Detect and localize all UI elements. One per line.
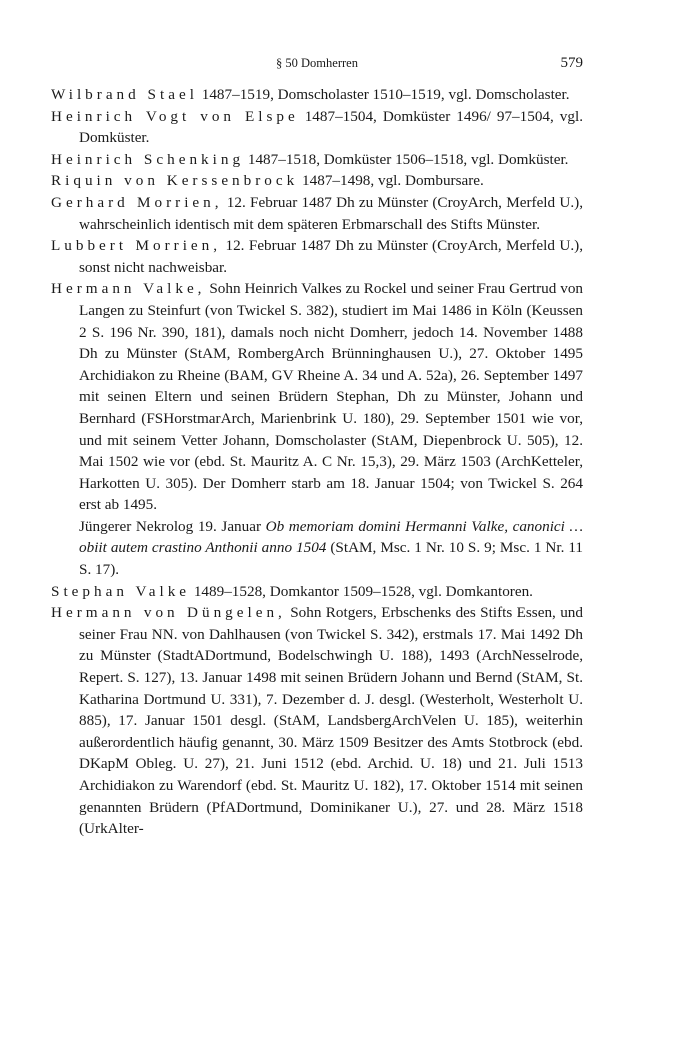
entry-name: Hermann Valke, xyxy=(51,280,206,298)
entry-name: Wilbrand Stael xyxy=(51,86,198,103)
entry-text: 12. Februar 1487 Dh zu Münster (CroyArch, Merfeld U.), sonst nicht nachweisbar. xyxy=(79,237,584,276)
entry-name: Gerhard Morrien, xyxy=(51,193,223,211)
entry-text: 1489–1528, Domkantor 1509–1528, vgl. Domkantoren. xyxy=(190,582,533,600)
entry-lubbert-morrien xyxy=(51,235,583,278)
entry-text: Sohn Rotgers, Erbschenks des Stifts Essen, und seiner Frau NN. von Dahlhausen (von Twickel S. 342), erstmals 17. Mai 1492 Dh zu Münster (StadtADortmund, Bodelschwingh U. 188), 1493 (ArchNesselrode, Repert. S. 127), 13. Januar 1498 mit seinen Brüdern Johann und Bernd (StAM, St. Katharina Dortmund U. 331), 7. Dezember d. J. desgl. (Westerholt, Westerholt U. 885), 17. Januar 1501 desgl. (StAM, LandsbergArchVelen U. 185), weiterhin außerordentlich häufig genannt, 30. März 1509 Besitzer des Amts Stotbrock (ebd. DKapM Obleg. U. 27), 21. Juni 1512 (ebd. Archid. U. 18) und 21. Juli 1513 Archidiakon zu Warendorf (ebd. St. Mauritz U. 182), 17. Oktober 1514 mit seinen genannten Brüdern (PfADortmund, Dominikaner U.), 27. und 28. März 1518 (UrkAlter- xyxy=(79,604,583,838)
entry-name: Riquin von Kerssenbrock xyxy=(51,172,299,190)
entry-name: Stephan Valke xyxy=(51,582,191,600)
entry-hermann-valke xyxy=(51,278,583,580)
entry-text: 1487–1498, vgl. Dombursare. xyxy=(298,172,484,190)
entry-heinrich-schenking xyxy=(51,149,583,171)
entry-wilbrand-stael xyxy=(51,84,583,106)
entry-subparagraph xyxy=(79,516,583,581)
entry-riquin-kerssenbrock xyxy=(51,170,583,192)
running-head xyxy=(51,56,583,76)
entry-heinrich-vogt xyxy=(51,106,583,149)
entry-list xyxy=(51,84,583,840)
sub-text-pre: Jüngerer Nekrolog 19. Januar xyxy=(79,517,266,535)
entry-stephan-valke xyxy=(51,581,583,603)
entry-text: 12. Februar 1487 Dh zu Münster (CroyArch, Merfeld U.), wahrscheinlich identisch mit dem späteren Erbmarschall des Stifts Münster. xyxy=(79,193,583,233)
entry-gerhard-morrien xyxy=(51,192,583,235)
entry-name: Heinrich Vogt von Elspe xyxy=(51,107,299,125)
entry-text: 1487–1518, Domküster 1506–1518, vgl. Domküster. xyxy=(244,150,569,168)
entry-name: Lubbert Morrien, xyxy=(51,237,222,255)
sub-text-italic: Ob memoriam domini Hermanni Valke, canonici … obiit autem crastino Anthonii anno 1504 xyxy=(79,517,583,557)
book-page xyxy=(51,56,583,840)
page-number: 579 xyxy=(560,55,583,71)
running-title: § 50 Domherren xyxy=(276,56,358,70)
entry-text: 1487–1504, Domküster 1496/ 97–1504, vgl. Domküster. xyxy=(79,107,583,147)
sub-text-post: (StAM, Msc. 1 Nr. 10 S. 9; Msc. 1 Nr. 11 S. 17). xyxy=(79,539,583,579)
entry-name: Heinrich Schenking xyxy=(51,150,245,168)
entry-text: 1487–1519, Domscholaster 1510–1519, vgl. Domscholaster. xyxy=(197,86,570,103)
entry-hermann-duengelen xyxy=(51,602,583,840)
entry-name: Hermann von Düngelen, xyxy=(51,604,286,622)
entry-text: Sohn Heinrich Valkes zu Rockel und seiner Frau Gertrud von Langen zu Steinfurt (von Twickel S. 382), studiert im Mai 1486 in Köln (Keussen 2 S. 196 Nr. 390, 181), damals noch nicht Domherr, jedoch 14. November 1488 Dh zu Münster (StAM, RombergArch Brünninghausen U.), 27. Oktober 1495 Archidiakon zu Rheine (BAM, GV Rheine A. 34 und A. 52a), 26. September 1497 mit seinen Eltern und seinen Brüdern Stephan, Dh zu Münster, Johann und Bernhard (FSHorstmarArch, Marienbrink U. 180), 29. September 1501 wie vor, und mit seinem Vetter Johann, Domscholaster (StAM, Diepenbrock U. 505), 12. Mai 1502 wie vor (ebd. St. Mauritz A. C Nr. 15,3), 29. März 1503 (ArchKetteler, Harkotten U. 305). Der Domherr starb am 18. Januar 1504; von Twickel S. 264 erst ab 1495. xyxy=(79,280,584,514)
